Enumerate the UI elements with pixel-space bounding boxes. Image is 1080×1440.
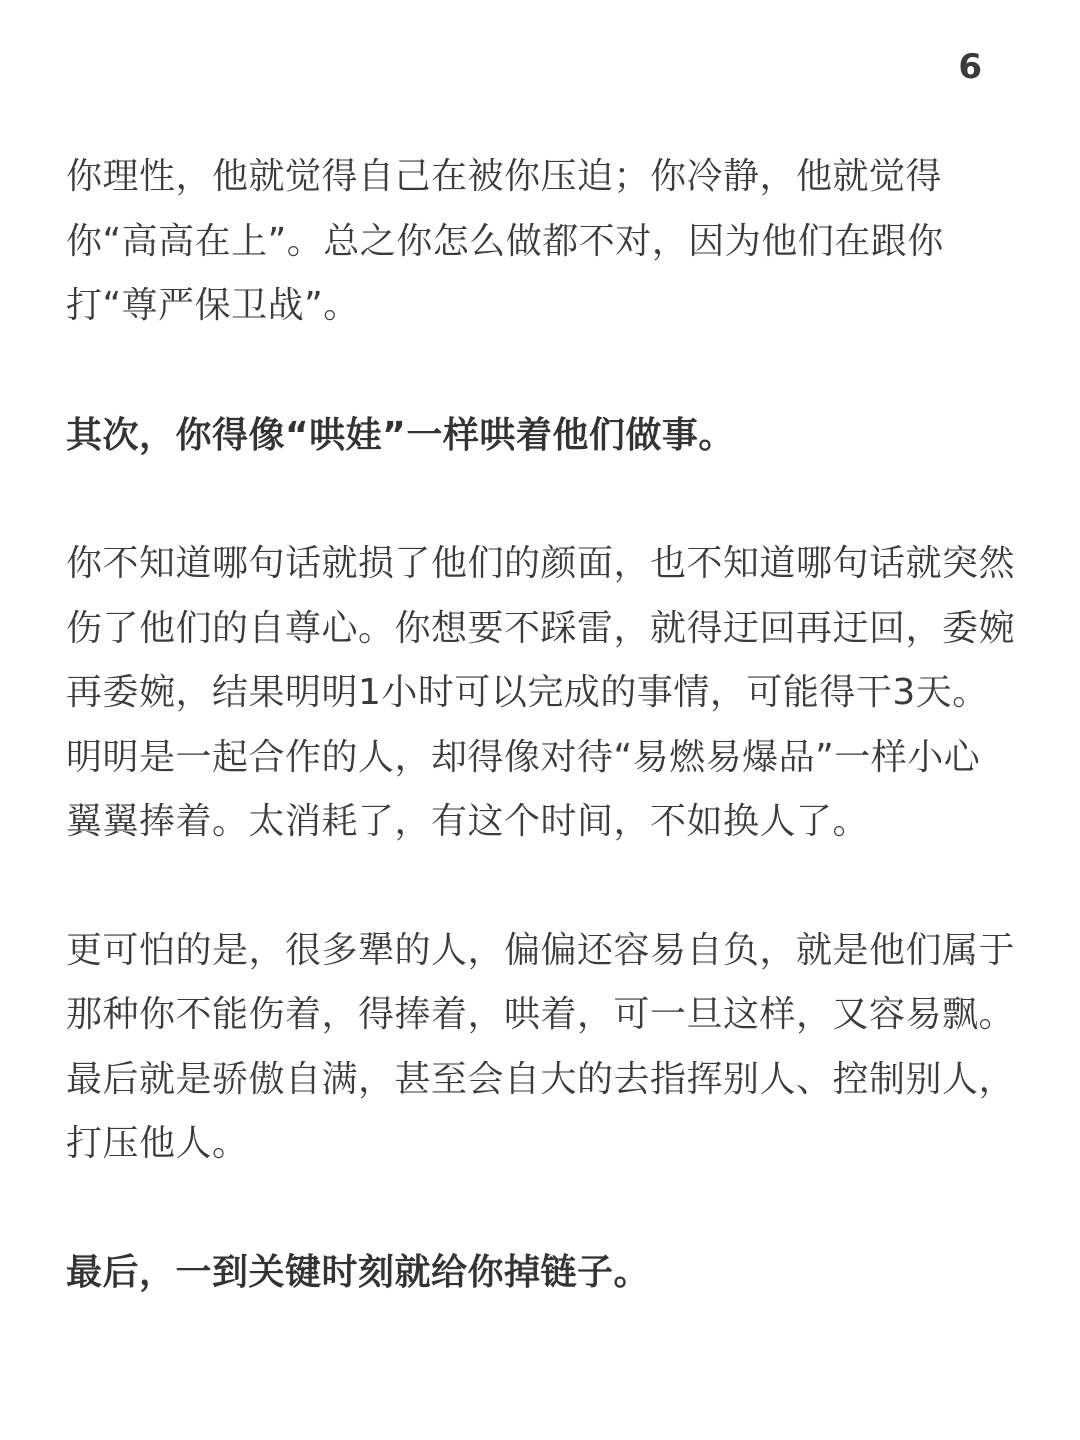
paragraph-rational-calm: 你理性，他就觉得自己在被你压迫；你冷静，他就觉得你“高高在上”。总之你怎么做都不对，因为他们在跟你打“尊严保卫战”。: [66, 156, 944, 326]
heading-drop-the-ball: 最后，一到关键时刻就给你掉链子。: [66, 1251, 651, 1293]
paragraph-conceit: 更可怕的是，很多犟的人，偏偏还容易自负，就是他们属于那种你不能伤着，得捧着，哄着，可一旦这样，又容易飘。最后就是骄傲自满，甚至会自大的去指挥别人、控制别人，打压他人。: [66, 929, 1016, 1164]
heading-coax-like-child: 其次，你得像“哄娃”一样哄着他们做事。: [66, 414, 735, 456]
article-body: [66, 145, 1016, 1305]
page-number: 6: [958, 47, 982, 87]
paragraph-face-and-self-esteem: 你不知道哪句话就损了他们的颜面，也不知道哪句话就突然伤了他们的自尊心。你想要不踩雷，就得迂回再迂回，委婉再委婉，结果明明1小时可以完成的事情，可能得干3天。明明是一起合作的人，却得像对待“易燃易爆品”一样小心翼翼捧着。太消耗了，有这个时间，不如换人了。: [66, 543, 1016, 842]
